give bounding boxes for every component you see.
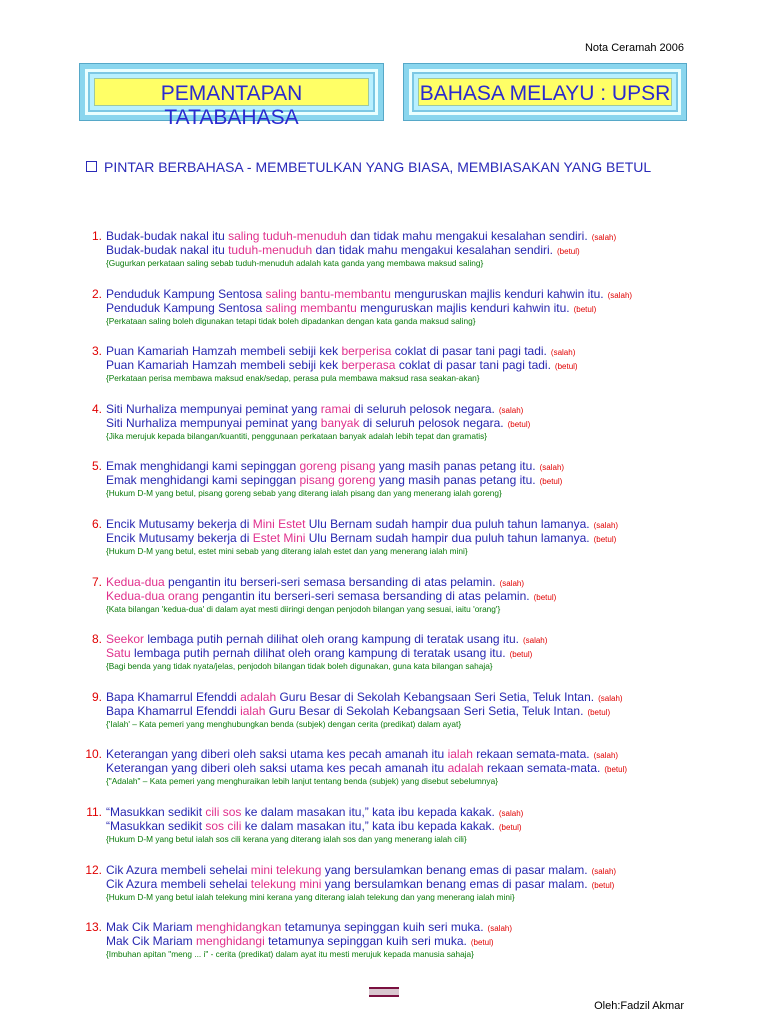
highlight-word: banyak (320, 415, 360, 430)
sentence-segment: Budak-budak nakal itu (106, 229, 229, 243)
explanation-note: {'Ialah' – Kata pemeri yang menghubungkan benda (subjek) dengan cerita (predikat) dalam ayat} (106, 718, 462, 729)
sentence-segment: Encik Mutusamy bekerja di (106, 530, 253, 545)
correction-item (80, 459, 720, 517)
sentence-segment: coklat di pasar tani pagi tadi. (391, 344, 547, 359)
sentence-segment: “Masukkan sedikit (106, 804, 206, 819)
sentence-segment: pengantin itu berseri-seri semasa bersanding di atas pelamin. (164, 574, 496, 589)
correction-item (80, 344, 720, 402)
section-heading-text: PINTAR BERBAHASA - MEMBETULKAN YANG BIASA, MEMBIASAKAN YANG BETUL (104, 159, 652, 175)
sentence-segment: pengantin itu berseri-seri semasa bersanding di atas pelamin. (198, 588, 530, 603)
highlight-word: tuduh-menuduh (228, 243, 313, 257)
highlight-word: ialah (447, 747, 473, 762)
sentence-segment: Siti Nurhaliza mempunyai peminat yang (106, 401, 321, 416)
highlight-word: ramai (320, 401, 351, 416)
wrong-tag: (salah) (593, 520, 619, 530)
wrong-tag: (salah) (591, 233, 617, 242)
correct-tag: (betul) (591, 880, 615, 890)
highlight-word: saling bantu-membantu (265, 286, 391, 301)
sentence-segment: Bapa Khamarrul Efenddi (106, 703, 241, 718)
highlight-word: menghidangkan (196, 920, 282, 935)
title-banner-left (80, 64, 383, 129)
sentence-segment: dan tidak mahu mengakui kesalahan sendiri. (346, 229, 588, 243)
wrong-tag: (salah) (598, 693, 623, 703)
sentence-segment: Penduduk Kampung Sentosa (106, 300, 266, 315)
wrong-tag: (salah) (499, 578, 525, 588)
sentence-segment: Puan Kamariah Hamzah membeli sebiji kek (106, 358, 342, 373)
explanation-note: {Kata bilangan 'kedua-dua' di dalam ayat mesti diiringi dengan penjodoh bilangan yang sesuai, iaitu 'orang'} (106, 603, 501, 614)
sentence-segment: Ulu Bernam sudah hampir dua puluh tahun lamanya. (305, 516, 590, 531)
title-banner-right-inner (418, 78, 672, 106)
highlight-word: adalah (447, 761, 484, 776)
wrong-tag: (salah) (550, 348, 576, 358)
item-number: 4. (91, 401, 102, 416)
sentence-segment: “Masukkan sedikit (106, 818, 206, 833)
sentence-segment: tetamunya sepinggan kuih seri muka. (281, 920, 484, 935)
correct-sentence (106, 531, 616, 547)
sentence-segment: ke dalam masakan itu,” kata ibu kepada kakak. (241, 818, 495, 833)
item-number: 7. (91, 574, 102, 589)
item-number: 3. (91, 344, 102, 359)
correct-sentence (106, 416, 530, 432)
correct-sentence (106, 704, 610, 720)
explanation-note: {Hukum D-M yang betul ialah telekung mini kerana yang diterang ialah telekung dan yang menerang ialah mini} (106, 891, 515, 902)
explanation-note: {Hukum D-M yang betul, estet mini sebab yang diterang ialah estet dan yang menerang ialah mini} (106, 545, 468, 556)
author-credit: Oleh:Fadzil Akmar (594, 1000, 684, 1012)
highlight-word: Mini Estet (252, 516, 306, 531)
wrong-tag: (salah) (498, 808, 524, 818)
correct-sentence (106, 761, 627, 777)
sentence-segment: lembaga putih pernah dilihat oleh orang kampung di teratak usang itu. (144, 632, 519, 647)
item-number: 1. (91, 229, 102, 243)
explanation-note: {Bagi benda yang tidak nyata/jelas, penjodoh bilangan tidak boleh digunakan, guna kata bilangan sahaja} (106, 661, 493, 672)
sentence-segment: Keterangan yang diberi oleh saksi utama kes pecah amanah itu (106, 761, 448, 776)
sentence-segment: coklat di pasar tani pagi tadi. (395, 358, 551, 373)
sentence-segment: di seluruh pelosok negara. (350, 401, 495, 416)
sentence-segment: dan tidak mahu mengakui kesalahan sendiri. (312, 243, 553, 257)
explanation-note: {Hukum D-M yang betul, pisang goreng sebab yang diterang ialah pisang dan yang menerang ialah goreng} (106, 488, 502, 499)
item-number: 10. (85, 747, 102, 762)
correction-item (80, 632, 720, 690)
sentence-segment: tetamunya sepinggan kuih seri muka. (264, 934, 467, 949)
highlight-word: mini telekung (250, 862, 322, 877)
wrong-tag: (salah) (498, 405, 524, 415)
title-left-text: PEMANTAPAN TATABAHASA (160, 82, 303, 129)
explanation-note: {Perkataan perisa membawa maksud enak/sedap, perasa pula membawa maksud rasa seakan-akan} (106, 373, 480, 384)
correct-sentence (106, 243, 580, 259)
correction-item (80, 920, 720, 978)
correct-sentence (106, 646, 532, 662)
sentence-segment: Bapa Khamarrul Efenddi (106, 689, 241, 704)
highlight-word: goreng pisang (299, 459, 376, 474)
item-number: 5. (91, 459, 102, 474)
sentence-segment: menguruskan majlis kenduri kahwin itu. (390, 286, 604, 301)
highlight-word: pisang goreng (299, 473, 376, 488)
correct-sentence (106, 473, 562, 489)
highlight-word: ialah (240, 703, 266, 718)
correct-sentence (106, 358, 578, 374)
sentence-segment: Emak menghidangi kami sepinggan (106, 473, 300, 488)
sentence-segment: yang masih panas petang itu. (375, 459, 536, 474)
correct-tag: (betul) (533, 592, 557, 602)
explanation-note: {Hukum D-M yang betul ialah sos cili kerana yang diterang ialah sos dan yang menerang ialah cili} (106, 833, 467, 844)
sentence-segment: Ulu Bernam sudah hampir dua puluh tahun lamanya. (305, 530, 590, 545)
sentence-segment: yang bersulamkan benang emas di pasar malam. (321, 876, 588, 891)
sentence-segment: menguruskan majlis kenduri kahwin itu. (356, 300, 570, 315)
highlight-word: Kedua-dua orang (106, 588, 199, 603)
correction-item (80, 805, 720, 863)
correct-sentence (106, 819, 522, 835)
highlight-word: Estet Mini (252, 530, 306, 545)
sentence-segment: Guru Besar di Sekolah Kebangsaan Seri Setia, Teluk Intan. (276, 689, 595, 704)
correction-item (80, 402, 720, 460)
correction-item (80, 575, 720, 633)
explanation-note: {Jika merujuk kepada bilangan/kuantiti, penggunaan perkataan banyak adalah lebih tepat dan gramatis} (106, 430, 488, 441)
sentence-segment: yang masih panas petang itu. (375, 473, 536, 488)
title-banner-left-inner (94, 78, 369, 129)
correct-tag: (betul) (498, 822, 522, 832)
item-number: 11. (86, 804, 102, 819)
correct-sentence (106, 301, 596, 317)
sentence-segment: Encik Mutusamy bekerja di (106, 516, 253, 531)
item-number: 2. (91, 286, 102, 301)
highlight-word: berperisa (341, 344, 392, 359)
highlight-word: saling tuduh-menuduh (228, 229, 347, 243)
correct-tag: (betul) (573, 304, 597, 314)
title-banner-right (404, 64, 686, 120)
highlight-word: telekung mini (250, 876, 322, 891)
sentence-segment: Keterangan yang diberi oleh saksi utama kes pecah amanah itu (106, 747, 448, 762)
title-right-text: BAHASA MELAYU : UPSR (419, 82, 671, 105)
correction-item (80, 863, 720, 921)
correct-tag: (betul) (470, 938, 494, 948)
explanation-note: {"Adalah" – Kata pemeri yang menghuraikan lebih lanjut tentang benda (subjek) yang disebut sebelumnya} (106, 776, 498, 787)
sentence-segment: Cik Azura membeli sehelai (106, 862, 251, 877)
item-number: 12. (85, 862, 102, 877)
wrong-tag: (salah) (522, 636, 548, 646)
correct-sentence (106, 934, 494, 950)
sentence-segment: Mak Cik Mariam (106, 934, 197, 949)
highlight-word: saling membantu (265, 300, 357, 315)
highlight-word: cili sos (205, 804, 242, 819)
header-note: Nota Ceramah 2006 (584, 42, 684, 54)
item-number: 8. (91, 632, 102, 647)
sentence-segment: Puan Kamariah Hamzah membeli sebiji kek (106, 344, 342, 359)
section-heading (86, 158, 686, 177)
highlight-word: Seekor (106, 632, 145, 647)
page-marker-icon (369, 987, 399, 997)
item-number: 13. (85, 920, 102, 935)
correct-tag: (betul) (507, 419, 531, 429)
highlight-word: berperasa (341, 358, 396, 373)
sentence-segment: Emak menghidangi kami sepinggan (106, 459, 300, 474)
correct-tag: (betul) (554, 362, 578, 372)
item-number: 6. (91, 516, 102, 531)
correction-item (80, 690, 720, 748)
correction-item (80, 517, 720, 575)
correction-item (80, 229, 720, 287)
correction-item (80, 287, 720, 345)
sentence-segment: Mak Cik Mariam (106, 920, 197, 935)
highlight-word: adalah (240, 689, 277, 704)
highlight-word: Kedua-dua (106, 574, 165, 589)
correct-tag: (betul) (509, 650, 533, 660)
correct-tag: (betul) (557, 247, 580, 256)
sentence-segment: rekaan semata-mata. (483, 761, 601, 776)
highlight-word: sos cili (205, 818, 242, 833)
correct-tag: (betul) (587, 707, 611, 717)
wrong-tag: (salah) (487, 924, 512, 934)
sentence-segment: Siti Nurhaliza mempunyai peminat yang (106, 415, 321, 430)
sentence-segment: Budak-budak nakal itu (106, 243, 229, 257)
explanation-note: {Imbuhan apitan "meng ... i" - cerita (predikat) dalam ayat itu mesti merujuk kepada manusia sahaja} (106, 949, 474, 960)
correct-tag: (betul) (604, 765, 628, 775)
wrong-tag: (salah) (591, 866, 617, 876)
correct-sentence (106, 589, 556, 605)
explanation-note: {Gugurkan perkataan saling sebab tuduh-menuduh adalah kata ganda yang membawa maksud saling} (106, 258, 484, 268)
highlight-word: menghidangi (196, 934, 265, 949)
item-number: 9. (91, 689, 102, 704)
checkbox-icon (86, 161, 97, 172)
sentence-segment: Cik Azura membeli sehelai (106, 876, 251, 891)
correct-tag: (betul) (539, 477, 563, 487)
correct-sentence (106, 877, 614, 893)
sentence-segment: rekaan semata-mata. (472, 747, 590, 762)
sentence-segment: ke dalam masakan itu,” kata ibu kepada kakak. (241, 804, 495, 819)
wrong-tag: (salah) (593, 751, 619, 761)
wrong-tag: (salah) (607, 290, 633, 300)
sentence-segment: lembaga putih pernah dilihat oleh orang kampung di teratak usang itu. (130, 646, 506, 661)
correction-list (80, 229, 720, 978)
wrong-tag: (salah) (539, 463, 565, 473)
correction-item (80, 747, 720, 805)
correct-tag: (betul) (593, 534, 617, 544)
sentence-segment: Guru Besar di Sekolah Kebangsaan Seri Setia, Teluk Intan. (265, 703, 584, 718)
sentence-segment: di seluruh pelosok negara. (359, 415, 504, 430)
sentence-segment: Penduduk Kampung Sentosa (106, 286, 266, 301)
sentence-segment: yang bersulamkan benang emas di pasar malam. (321, 862, 588, 877)
highlight-word: Satu (106, 646, 131, 661)
explanation-note: {Perkataan saling boleh digunakan tetapi tidak boleh dipadankan dengan kata ganda maksud saling} (106, 315, 476, 326)
